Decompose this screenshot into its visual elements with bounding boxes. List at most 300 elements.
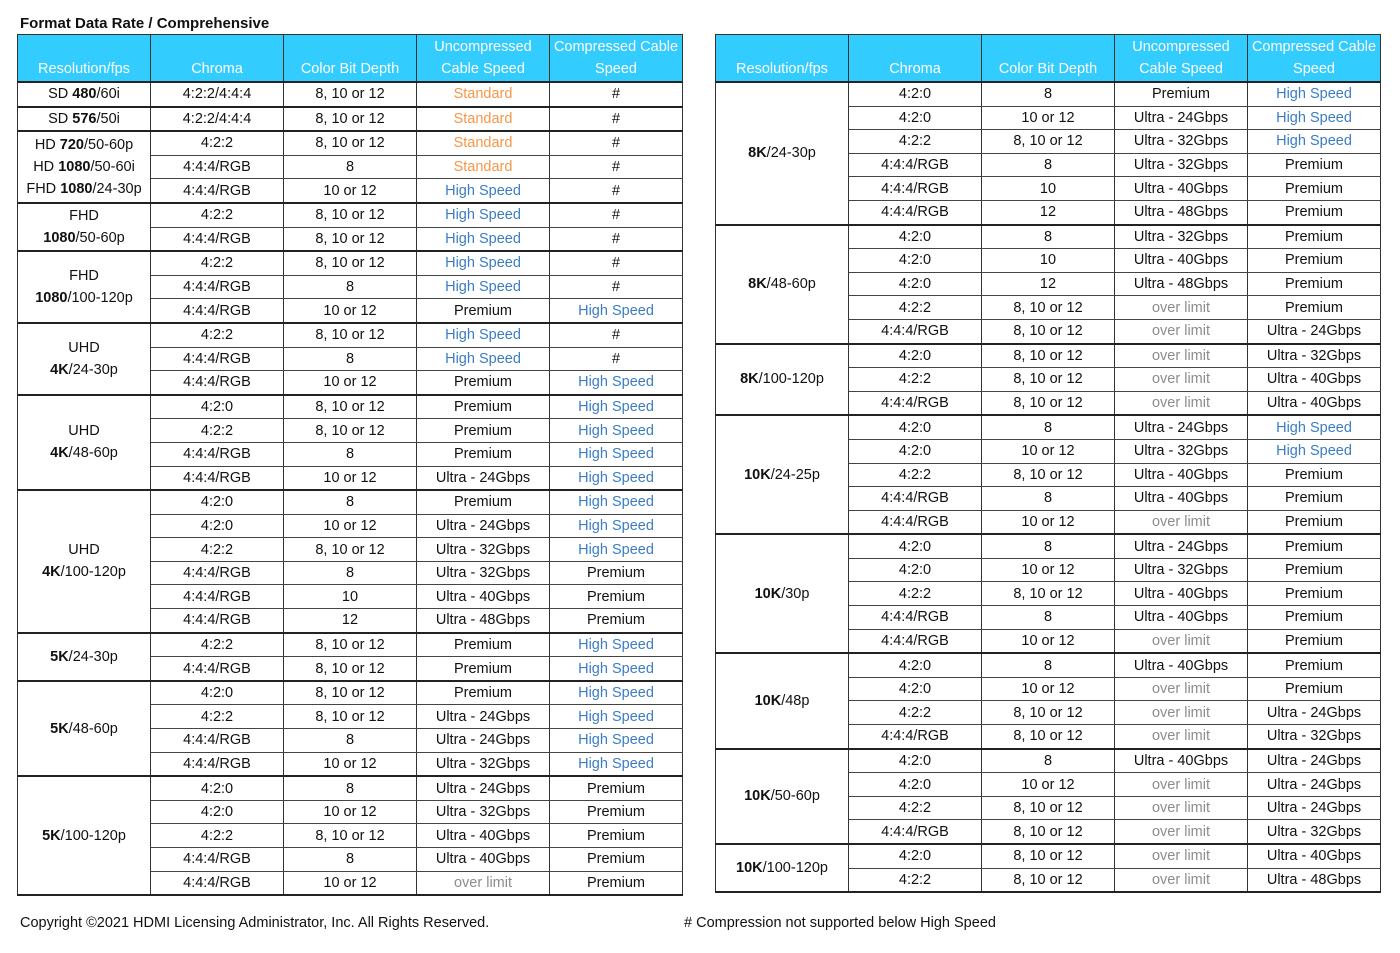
- resolution-cell: [716, 225, 849, 344]
- header-row: [18, 35, 683, 83]
- resolution-value: 8K: [748, 145, 767, 162]
- table-body: [18, 82, 683, 895]
- chroma-cell: 4:2:2: [849, 130, 982, 154]
- resolution-line: [18, 359, 150, 381]
- uncompressed-speed-cell: Ultra - 40Gbps: [417, 824, 550, 848]
- chroma-cell: 4:4:4/RGB: [151, 871, 284, 895]
- compressed-speed-cell: High Speed: [550, 729, 683, 753]
- bit-depth-cell: 10 or 12: [284, 752, 417, 776]
- uncompressed-speed-cell: Standard: [417, 155, 550, 179]
- chroma-cell: 4:2:2: [151, 203, 284, 227]
- chroma-cell: 4:2:0: [849, 677, 982, 701]
- resolution-value: 10K: [754, 692, 782, 709]
- uncompressed-speed-cell: over limit: [1115, 677, 1248, 701]
- header-color-bit-depth: Color Bit Depth: [284, 35, 417, 83]
- header-color-bit-depth: Color Bit Depth: [982, 35, 1115, 83]
- resolution-value: 4K: [50, 445, 69, 462]
- uncompressed-speed-cell: Ultra - 24Gbps: [1115, 106, 1248, 130]
- uncompressed-speed-cell: Ultra - 40Gbps: [1115, 653, 1248, 677]
- compressed-speed-cell: High Speed: [1248, 439, 1381, 463]
- bit-depth-cell: 10: [982, 177, 1115, 201]
- header-uncompressed-speed: Uncompressed Cable Speed: [1115, 35, 1248, 83]
- compressed-speed-cell: High Speed: [550, 633, 683, 657]
- compressed-speed-cell: Premium: [1248, 463, 1381, 487]
- bit-depth-cell: 10 or 12: [284, 871, 417, 895]
- uncompressed-speed-cell: Ultra - 24Gbps: [417, 705, 550, 729]
- resolution-text: SD: [48, 86, 73, 103]
- uncompressed-speed-cell: Ultra - 48Gbps: [1115, 272, 1248, 296]
- chroma-cell: 4:4:4/RGB: [849, 200, 982, 224]
- compressed-speed-cell: High Speed: [550, 705, 683, 729]
- header-row: [716, 35, 1381, 83]
- resolution-line: [716, 368, 848, 390]
- resolution-text: /100-120p: [60, 827, 126, 844]
- uncompressed-speed-cell: over limit: [1115, 701, 1248, 725]
- bit-depth-cell: 8, 10 or 12: [982, 844, 1115, 868]
- resolution-text: /50-60p: [770, 788, 820, 805]
- bit-depth-cell: 10 or 12: [982, 558, 1115, 582]
- table-row: [716, 534, 1381, 558]
- chroma-cell: 4:4:4/RGB: [151, 227, 284, 251]
- table-row: [18, 490, 683, 514]
- uncompressed-speed-cell: Ultra - 48Gbps: [417, 609, 550, 633]
- resolution-cell: [716, 415, 849, 534]
- chroma-cell: 4:2:2: [849, 582, 982, 606]
- compressed-speed-cell: High Speed: [1248, 130, 1381, 154]
- chroma-cell: 4:2:0: [151, 800, 284, 824]
- bit-depth-cell: 8, 10 or 12: [284, 203, 417, 227]
- uncompressed-speed-cell: Standard: [417, 131, 550, 155]
- resolution-line: [716, 273, 848, 295]
- resolution-text: /48-60p: [766, 276, 816, 293]
- header-chroma: Chroma: [151, 35, 284, 83]
- bit-depth-cell: 8, 10 or 12: [982, 368, 1115, 392]
- bit-depth-cell: 8, 10 or 12: [982, 344, 1115, 368]
- chroma-cell: 4:4:4/RGB: [151, 275, 284, 299]
- resolution-text: /100-120p: [762, 860, 828, 877]
- copyright-text: Copyright ©2021 HDMI Licensing Administrator, Inc. All Rights Reserved.: [20, 915, 490, 931]
- chroma-cell: 4:2:2: [151, 419, 284, 443]
- table-row: [18, 395, 683, 419]
- bit-depth-cell: 8, 10 or 12: [284, 107, 417, 132]
- resolution-cell: [18, 203, 151, 251]
- bit-depth-cell: 8: [982, 534, 1115, 558]
- bit-depth-cell: 10: [284, 585, 417, 609]
- compressed-speed-cell: Ultra - 24Gbps: [1248, 749, 1381, 773]
- compressed-speed-cell: Premium: [1248, 677, 1381, 701]
- resolution-line: [716, 464, 848, 486]
- compressed-speed-cell: Premium: [550, 848, 683, 872]
- chroma-cell: 4:2:2: [849, 296, 982, 320]
- bit-depth-cell: 8: [982, 487, 1115, 511]
- uncompressed-speed-cell: High Speed: [417, 347, 550, 371]
- resolution-line: [18, 442, 150, 464]
- chroma-cell: 4:4:4/RGB: [151, 561, 284, 585]
- chroma-cell: 4:4:4/RGB: [151, 657, 284, 681]
- uncompressed-speed-cell: over limit: [1115, 868, 1248, 892]
- uncompressed-speed-cell: over limit: [1115, 510, 1248, 534]
- table-row: [716, 415, 1381, 439]
- bit-depth-cell: 8: [284, 490, 417, 514]
- uncompressed-speed-cell: Ultra - 24Gbps: [417, 776, 550, 800]
- uncompressed-speed-cell: over limit: [1115, 725, 1248, 749]
- bit-depth-cell: 8, 10 or 12: [982, 463, 1115, 487]
- chroma-cell: 4:2:0: [151, 681, 284, 705]
- resolution-cell: [18, 633, 151, 681]
- resolution-value: 1080: [43, 230, 76, 247]
- compressed-speed-cell: #: [550, 82, 683, 107]
- chroma-cell: 4:2:0: [849, 106, 982, 130]
- resolution-text: /30p: [781, 585, 810, 602]
- bit-depth-cell: 8: [982, 415, 1115, 439]
- resolution-text: /50-60p: [75, 230, 125, 247]
- page-title: Format Data Rate / Comprehensive: [20, 15, 270, 32]
- uncompressed-speed-cell: Ultra - 48Gbps: [1115, 200, 1248, 224]
- bit-depth-cell: 12: [982, 272, 1115, 296]
- table-row: [716, 844, 1381, 868]
- chroma-cell: 4:4:4/RGB: [849, 629, 982, 653]
- bit-depth-cell: 10 or 12: [284, 371, 417, 395]
- uncompressed-speed-cell: over limit: [1115, 368, 1248, 392]
- bit-depth-cell: 8: [284, 561, 417, 585]
- compressed-speed-cell: Premium: [1248, 653, 1381, 677]
- uncompressed-speed-cell: High Speed: [417, 251, 550, 275]
- bit-depth-cell: 8: [982, 606, 1115, 630]
- compressed-speed-cell: Premium: [1248, 606, 1381, 630]
- uncompressed-speed-cell: over limit: [1115, 319, 1248, 343]
- resolution-text: /50-60p: [84, 137, 134, 154]
- format-table-left: [17, 34, 683, 896]
- resolution-cell: [18, 251, 151, 323]
- resolution-line: [716, 142, 848, 164]
- resolution-text: /100-120p: [60, 564, 126, 581]
- uncompressed-speed-cell: Ultra - 40Gbps: [1115, 606, 1248, 630]
- resolution-line: [18, 646, 150, 668]
- resolution-value: 480: [72, 86, 97, 103]
- resolution-text: /24-30p: [92, 181, 142, 198]
- uncompressed-speed-cell: over limit: [1115, 820, 1248, 844]
- compressed-speed-cell: Premium: [1248, 629, 1381, 653]
- chroma-cell: 4:2:2: [151, 251, 284, 275]
- uncompressed-speed-cell: Ultra - 32Gbps: [1115, 130, 1248, 154]
- compressed-speed-cell: Premium: [550, 609, 683, 633]
- uncompressed-speed-cell: Ultra - 32Gbps: [1115, 439, 1248, 463]
- resolution-cell: [716, 82, 849, 225]
- bit-depth-cell: 8, 10 or 12: [284, 251, 417, 275]
- compressed-speed-cell: Premium: [1248, 225, 1381, 249]
- uncompressed-speed-cell: Ultra - 24Gbps: [1115, 415, 1248, 439]
- uncompressed-speed-cell: Premium: [1115, 82, 1248, 106]
- chroma-cell: 4:4:4/RGB: [151, 442, 284, 466]
- resolution-text: UHD: [68, 339, 100, 356]
- bit-depth-cell: 10 or 12: [284, 466, 417, 490]
- chroma-cell: 4:2:2: [849, 868, 982, 892]
- uncompressed-speed-cell: Ultra - 24Gbps: [417, 466, 550, 490]
- resolution-line: [18, 337, 150, 359]
- uncompressed-speed-cell: Premium: [417, 657, 550, 681]
- bit-depth-cell: 8: [284, 347, 417, 371]
- uncompressed-speed-cell: High Speed: [417, 227, 550, 251]
- bit-depth-cell: 8: [284, 776, 417, 800]
- uncompressed-speed-cell: High Speed: [417, 275, 550, 299]
- resolution-value: 8K: [748, 276, 767, 293]
- uncompressed-speed-cell: Premium: [417, 681, 550, 705]
- uncompressed-speed-cell: Ultra - 24Gbps: [417, 514, 550, 538]
- bit-depth-cell: 8: [284, 729, 417, 753]
- resolution-line: [18, 227, 150, 249]
- bit-depth-cell: 10 or 12: [982, 439, 1115, 463]
- uncompressed-speed-cell: High Speed: [417, 323, 550, 347]
- table-row: [716, 344, 1381, 368]
- bit-depth-cell: 8: [284, 155, 417, 179]
- chroma-cell: 4:4:4/RGB: [849, 153, 982, 177]
- chroma-cell: 4:4:4/RGB: [151, 609, 284, 633]
- resolution-value: 4K: [42, 564, 61, 581]
- bit-depth-cell: 8, 10 or 12: [982, 130, 1115, 154]
- compressed-speed-cell: High Speed: [550, 490, 683, 514]
- bit-depth-cell: 8, 10 or 12: [982, 796, 1115, 820]
- resolution-text: /24-30p: [68, 648, 118, 665]
- chroma-cell: 4:2:0: [849, 534, 982, 558]
- bit-depth-cell: 12: [284, 609, 417, 633]
- chroma-cell: 4:4:4/RGB: [849, 510, 982, 534]
- resolution-value: 720: [59, 137, 84, 154]
- uncompressed-speed-cell: Ultra - 32Gbps: [1115, 153, 1248, 177]
- resolution-cell: [18, 107, 151, 132]
- bit-depth-cell: 8: [982, 153, 1115, 177]
- bit-depth-cell: 8, 10 or 12: [284, 824, 417, 848]
- resolution-line: [716, 857, 848, 879]
- compressed-speed-cell: High Speed: [550, 395, 683, 419]
- chroma-cell: 4:4:4/RGB: [151, 371, 284, 395]
- compressed-speed-cell: #: [550, 179, 683, 203]
- chroma-cell: 4:2:2: [849, 368, 982, 392]
- uncompressed-speed-cell: Ultra - 32Gbps: [417, 538, 550, 562]
- compressed-speed-cell: Ultra - 32Gbps: [1248, 725, 1381, 749]
- compressed-speed-cell: #: [550, 107, 683, 132]
- uncompressed-speed-cell: Premium: [417, 371, 550, 395]
- resolution-cell: [716, 534, 849, 653]
- chroma-cell: 4:2:2/4:4:4: [151, 82, 284, 107]
- resolution-cell: [716, 749, 849, 844]
- chroma-cell: 4:2:0: [151, 490, 284, 514]
- compressed-speed-cell: High Speed: [550, 371, 683, 395]
- bit-depth-cell: 10 or 12: [284, 179, 417, 203]
- chroma-cell: 4:4:4/RGB: [151, 729, 284, 753]
- resolution-cell: [716, 344, 849, 416]
- chroma-cell: 4:4:4/RGB: [849, 725, 982, 749]
- bit-depth-cell: 10 or 12: [982, 106, 1115, 130]
- table-row: [716, 82, 1381, 106]
- header-resolution: Resolution/fps: [18, 35, 151, 83]
- resolution-value: 8K: [740, 371, 759, 388]
- resolution-value: 10K: [754, 585, 782, 602]
- bit-depth-cell: 8, 10 or 12: [284, 82, 417, 107]
- bit-depth-cell: 8, 10 or 12: [284, 705, 417, 729]
- resolution-text: /50i: [96, 110, 120, 127]
- chroma-cell: 4:4:4/RGB: [849, 820, 982, 844]
- uncompressed-speed-cell: Standard: [417, 82, 550, 107]
- chroma-cell: 4:2:0: [849, 773, 982, 797]
- resolution-value: 10K: [744, 788, 771, 805]
- header-chroma: Chroma: [849, 35, 982, 83]
- uncompressed-speed-cell: High Speed: [417, 203, 550, 227]
- format-table-right: [715, 34, 1381, 893]
- bit-depth-cell: 8: [982, 225, 1115, 249]
- compressed-speed-cell: Premium: [1248, 510, 1381, 534]
- chroma-cell: 4:4:4/RGB: [151, 752, 284, 776]
- compressed-speed-cell: Ultra - 40Gbps: [1248, 368, 1381, 392]
- table-row: [18, 776, 683, 800]
- chroma-cell: 4:4:4/RGB: [151, 848, 284, 872]
- bit-depth-cell: 10 or 12: [284, 514, 417, 538]
- resolution-line: [18, 561, 150, 583]
- chroma-cell: 4:4:4/RGB: [849, 319, 982, 343]
- resolution-cell: [18, 490, 151, 633]
- resolution-text: /24-30p: [68, 361, 118, 378]
- uncompressed-speed-cell: over limit: [417, 871, 550, 895]
- chroma-cell: 4:4:4/RGB: [151, 299, 284, 323]
- uncompressed-speed-cell: Standard: [417, 107, 550, 132]
- compressed-speed-cell: Ultra - 24Gbps: [1248, 701, 1381, 725]
- resolution-text: FHD: [69, 268, 99, 285]
- resolution-value: 1080: [60, 181, 93, 198]
- chroma-cell: 4:2:0: [849, 653, 982, 677]
- uncompressed-speed-cell: Ultra - 40Gbps: [1115, 249, 1248, 273]
- compressed-speed-cell: #: [550, 275, 683, 299]
- bit-depth-cell: 8, 10 or 12: [284, 538, 417, 562]
- header-compressed-speed: Compressed Cable Speed: [550, 35, 683, 83]
- resolution-cell: [18, 776, 151, 895]
- table-row: [716, 225, 1381, 249]
- chroma-cell: 4:4:4/RGB: [151, 347, 284, 371]
- compressed-speed-cell: High Speed: [550, 466, 683, 490]
- resolution-line: [18, 205, 150, 227]
- resolution-cell: [716, 844, 849, 892]
- compressed-speed-cell: Premium: [550, 871, 683, 895]
- table-row: [18, 131, 683, 155]
- bit-depth-cell: 8: [284, 848, 417, 872]
- bit-depth-cell: 10 or 12: [284, 800, 417, 824]
- chroma-cell: 4:2:0: [849, 749, 982, 773]
- compressed-speed-cell: High Speed: [1248, 82, 1381, 106]
- chroma-cell: 4:4:4/RGB: [849, 606, 982, 630]
- resolution-text: HD: [34, 137, 60, 154]
- table-row: [716, 653, 1381, 677]
- compressed-speed-cell: High Speed: [550, 514, 683, 538]
- uncompressed-speed-cell: Ultra - 24Gbps: [1115, 534, 1248, 558]
- resolution-line: [18, 178, 150, 200]
- bit-depth-cell: 8, 10 or 12: [982, 319, 1115, 343]
- header-resolution: Resolution/fps: [716, 35, 849, 83]
- chroma-cell: 4:2:0: [849, 249, 982, 273]
- bit-depth-cell: 8, 10 or 12: [982, 582, 1115, 606]
- resolution-line: [18, 718, 150, 740]
- uncompressed-speed-cell: Ultra - 32Gbps: [417, 800, 550, 824]
- compressed-speed-cell: High Speed: [550, 442, 683, 466]
- chroma-cell: 4:4:4/RGB: [849, 391, 982, 415]
- bit-depth-cell: 8: [982, 82, 1115, 106]
- chroma-cell: 4:2:0: [849, 558, 982, 582]
- compressed-speed-cell: Premium: [1248, 534, 1381, 558]
- uncompressed-speed-cell: Ultra - 40Gbps: [1115, 487, 1248, 511]
- compressed-speed-cell: #: [550, 227, 683, 251]
- resolution-text: UHD: [68, 423, 100, 440]
- resolution-value: 10K: [744, 466, 771, 483]
- resolution-line: [18, 420, 150, 442]
- chroma-cell: 4:2:0: [849, 225, 982, 249]
- resolution-cell: [18, 82, 151, 107]
- table-row: [18, 681, 683, 705]
- compressed-speed-cell: #: [550, 347, 683, 371]
- bit-depth-cell: 10 or 12: [982, 510, 1115, 534]
- chroma-cell: 4:2:2: [151, 323, 284, 347]
- compressed-speed-cell: Premium: [1248, 177, 1381, 201]
- compressed-speed-cell: Premium: [1248, 582, 1381, 606]
- compressed-speed-cell: Premium: [1248, 200, 1381, 224]
- compressed-speed-cell: Premium: [550, 824, 683, 848]
- compressed-speed-cell: Premium: [1248, 249, 1381, 273]
- compressed-speed-cell: Premium: [550, 800, 683, 824]
- uncompressed-speed-cell: Ultra - 32Gbps: [1115, 225, 1248, 249]
- compressed-speed-cell: Premium: [1248, 487, 1381, 511]
- uncompressed-speed-cell: Ultra - 32Gbps: [1115, 558, 1248, 582]
- header-compressed-speed: Compressed Cable Speed: [1248, 35, 1381, 83]
- bit-depth-cell: 8, 10 or 12: [982, 820, 1115, 844]
- bit-depth-cell: 10 or 12: [982, 677, 1115, 701]
- chroma-cell: 4:4:4/RGB: [151, 155, 284, 179]
- compressed-speed-cell: Ultra - 24Gbps: [1248, 796, 1381, 820]
- chroma-cell: 4:2:0: [849, 415, 982, 439]
- uncompressed-speed-cell: Premium: [417, 633, 550, 657]
- compressed-speed-cell: #: [550, 155, 683, 179]
- resolution-text: /48-60p: [68, 445, 118, 462]
- bit-depth-cell: 12: [982, 200, 1115, 224]
- bit-depth-cell: 8, 10 or 12: [284, 227, 417, 251]
- bit-depth-cell: 10: [982, 249, 1115, 273]
- compressed-speed-cell: Ultra - 40Gbps: [1248, 844, 1381, 868]
- chroma-cell: 4:2:0: [849, 82, 982, 106]
- resolution-value: 1080: [35, 290, 68, 307]
- uncompressed-speed-cell: Ultra - 24Gbps: [417, 729, 550, 753]
- uncompressed-speed-cell: Ultra - 32Gbps: [417, 752, 550, 776]
- compressed-speed-cell: High Speed: [550, 419, 683, 443]
- resolution-text: UHD: [68, 542, 100, 559]
- chroma-cell: 4:2:2: [849, 463, 982, 487]
- chroma-cell: 4:4:4/RGB: [151, 466, 284, 490]
- resolution-value: 576: [72, 110, 97, 127]
- table-row: [18, 323, 683, 347]
- compressed-speed-cell: Ultra - 32Gbps: [1248, 820, 1381, 844]
- bit-depth-cell: 8, 10 or 12: [982, 391, 1115, 415]
- uncompressed-speed-cell: Premium: [417, 490, 550, 514]
- compressed-speed-cell: Ultra - 32Gbps: [1248, 344, 1381, 368]
- chroma-cell: 4:2:0: [849, 344, 982, 368]
- compressed-speed-cell: Premium: [550, 561, 683, 585]
- compressed-speed-cell: High Speed: [1248, 106, 1381, 130]
- resolution-text: FHD: [26, 181, 61, 198]
- bit-depth-cell: 10 or 12: [982, 629, 1115, 653]
- compression-footnote: # Compression not supported below High Speed: [684, 915, 996, 931]
- resolution-text: /48p: [781, 692, 810, 709]
- bit-depth-cell: 8: [284, 275, 417, 299]
- compressed-speed-cell: Ultra - 40Gbps: [1248, 391, 1381, 415]
- table-row: [18, 82, 683, 107]
- table-row: [18, 633, 683, 657]
- compressed-speed-cell: High Speed: [550, 538, 683, 562]
- compressed-speed-cell: Premium: [1248, 558, 1381, 582]
- uncompressed-speed-cell: over limit: [1115, 773, 1248, 797]
